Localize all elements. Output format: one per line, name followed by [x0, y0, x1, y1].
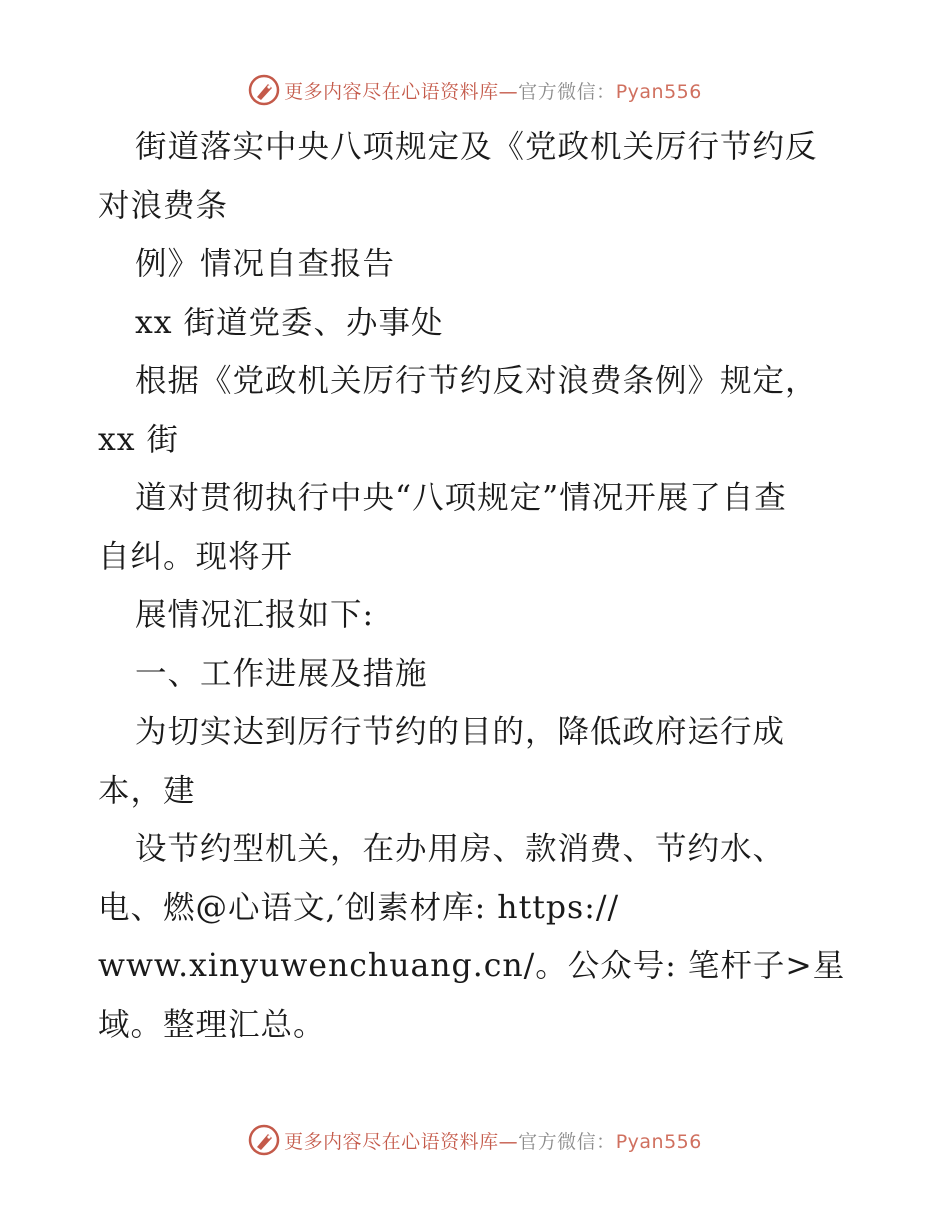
text-line: 展情况汇报如下:	[135, 597, 375, 633]
header-wechat-id: Pyan556	[615, 80, 702, 103]
pen-nib-circle-icon	[248, 74, 280, 106]
footer-wechat-id: Pyan556	[615, 1130, 702, 1153]
pen-nib-circle-icon	[248, 1124, 280, 1156]
header-wechat-label: 官方微信：	[518, 80, 616, 103]
text-line: www.xinyuwenchuang.cn/。公众号: 笔杆子>星	[98, 948, 846, 984]
header-banner-text: 更多内容尽在心语资料库—官方微信：Pyan556	[284, 80, 702, 103]
text-line: 域。整理汇总。	[98, 1006, 326, 1043]
text-line: xx 街	[98, 421, 180, 458]
text-line: 为切实达到厉行节约的目的，降低政府运行成	[135, 714, 786, 750]
section-heading: 一、工作进展及措施	[135, 655, 428, 692]
footer-banner-text: 更多内容尽在心语资料库—官方微信：Pyan556	[284, 1130, 702, 1153]
text-line: 对浪费条	[98, 187, 229, 224]
text-line: 例》情况自查报告	[135, 246, 396, 282]
text-line: 道对贯彻执行中央“八项规定”情况开展了自查	[135, 480, 787, 516]
footer-banner	[0, 1120, 950, 1160]
document-body	[98, 118, 858, 1054]
text-line: 自纠。现将开	[98, 538, 294, 575]
text-line: 本，建	[98, 772, 196, 809]
footer-wechat-label: 官方微信：	[518, 1130, 616, 1153]
text-line: xx 街道党委、办事处	[135, 304, 444, 341]
text-line: 电、燃@心语文,′创素材库: https://	[98, 889, 620, 926]
text-line: 街道落实中央八项规定及《党政机关厉行节约反	[135, 129, 818, 165]
text-line: 根据《党政机关厉行节约反对浪费条例》规定，	[135, 363, 818, 399]
text-line: 设节约型机关，在办用房、款消费、节约水、	[135, 831, 786, 867]
header-banner	[0, 70, 950, 110]
